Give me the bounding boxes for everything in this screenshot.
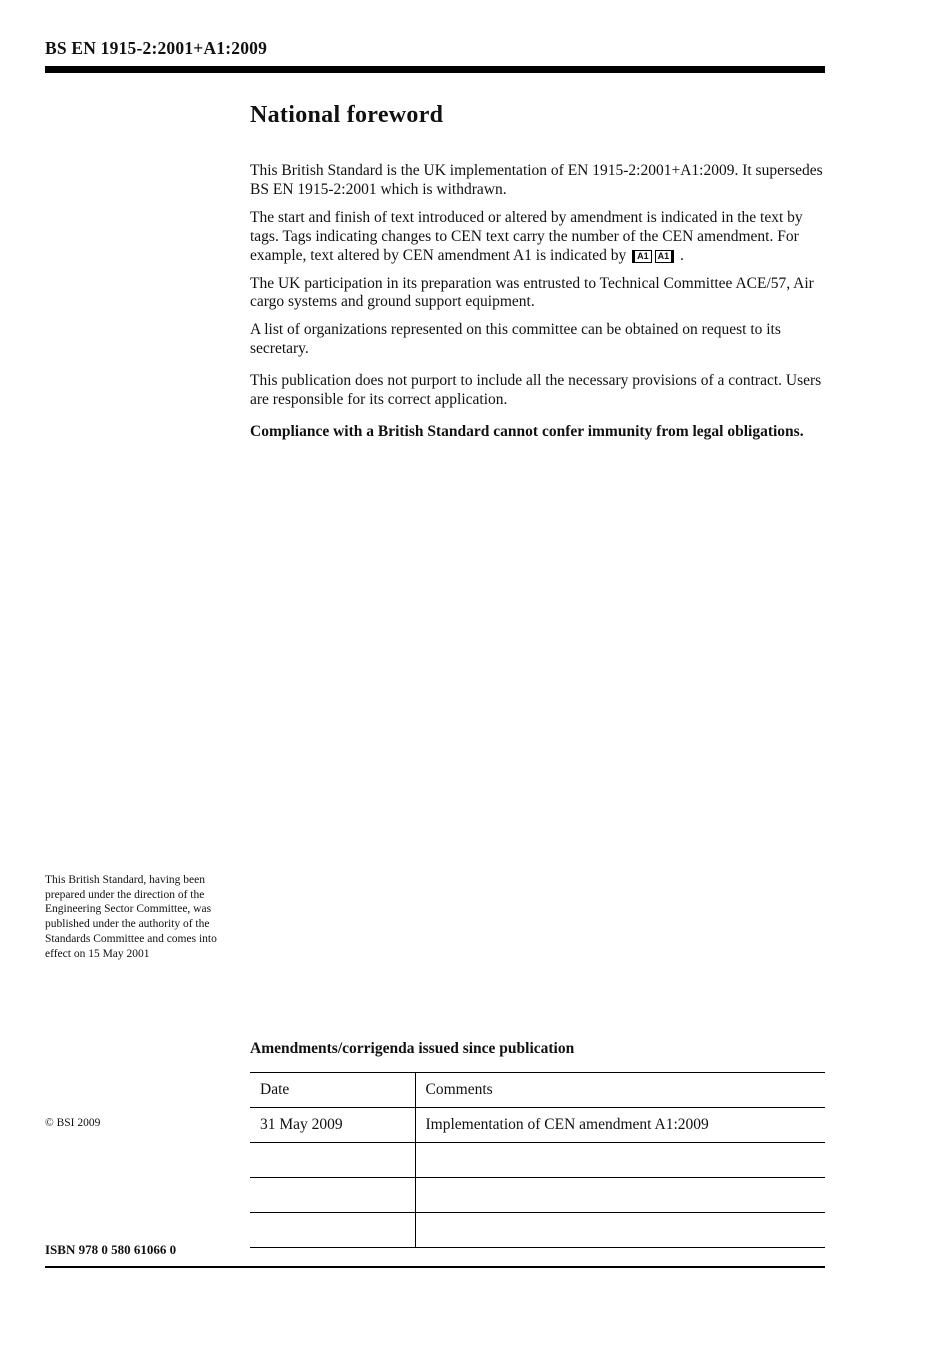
page-title: National foreword xyxy=(250,102,444,128)
copyright-notice: © BSI 2009 xyxy=(45,1117,101,1129)
amendment-start-tag-icon: A1 xyxy=(632,250,652,263)
paragraph-compliance: Compliance with a British Standard cannot confer immunity from legal obligations. xyxy=(250,422,804,440)
cell-comments xyxy=(415,1143,825,1178)
paragraph-text: The start and finish of text introduced or altered by amendment is indicated in the text by tags. Tags indicating changes to CEN text carry the number of the CEN amendment. For example, text altered by CEN amendment A1 is indicated by xyxy=(250,208,803,264)
cell-comments: Implementation of CEN amendment A1:2009 xyxy=(415,1108,825,1143)
cell-comments xyxy=(415,1178,825,1213)
cell-comments xyxy=(415,1213,825,1248)
table-row xyxy=(250,1178,825,1213)
header-rule xyxy=(45,66,825,73)
paragraph-implementation: This British Standard is the UK implementation of EN 1915-2:2001+A1:2009. It supersedes BS EN 1915-2:2001 which is withdrawn. xyxy=(250,162,823,198)
table-row xyxy=(250,1108,825,1143)
publication-note: This British Standard, having been prepared under the direction of the Engineering Sector Committee, was published under the authority of the Standards Committee and comes into effect on 15 May 2001 xyxy=(45,874,217,960)
table-row xyxy=(250,1213,825,1248)
paragraph-provisions: This publication does not purport to include all the necessary provisions of a contract. Users are responsible for its correct application. xyxy=(250,372,822,409)
amendments-heading: Amendments/corrigenda issued since publication xyxy=(250,1040,575,1057)
amendments-table xyxy=(250,1072,825,1248)
column-header-date: Date xyxy=(250,1073,415,1108)
cell-date xyxy=(250,1213,415,1248)
paragraph-committee: The UK participation in its preparation was entrusted to Technical Committee ACE/57, Air cargo systems and ground support equipment. xyxy=(250,274,814,311)
cell-date xyxy=(250,1143,415,1178)
table-row xyxy=(250,1143,825,1178)
main-content xyxy=(250,102,828,451)
table-header-row xyxy=(250,1073,825,1108)
isbn-number: ISBN 978 0 580 61066 0 xyxy=(45,1242,177,1257)
column-header-comments: Comments xyxy=(415,1073,825,1108)
cell-date xyxy=(250,1178,415,1213)
paragraph-text: . xyxy=(676,246,684,264)
amendment-end-tag-icon: A1 xyxy=(655,250,675,263)
footer-rule xyxy=(45,1266,825,1268)
cell-date: 31 May 2009 xyxy=(250,1108,415,1143)
document-number: BS EN 1915-2:2001+A1:2009 xyxy=(45,38,268,58)
paragraph-amendment-tags xyxy=(250,209,828,266)
amendments-section xyxy=(250,1040,828,1248)
paragraph-organizations: A list of organizations represented on this committee can be obtained on request to its secretary. xyxy=(250,321,781,358)
